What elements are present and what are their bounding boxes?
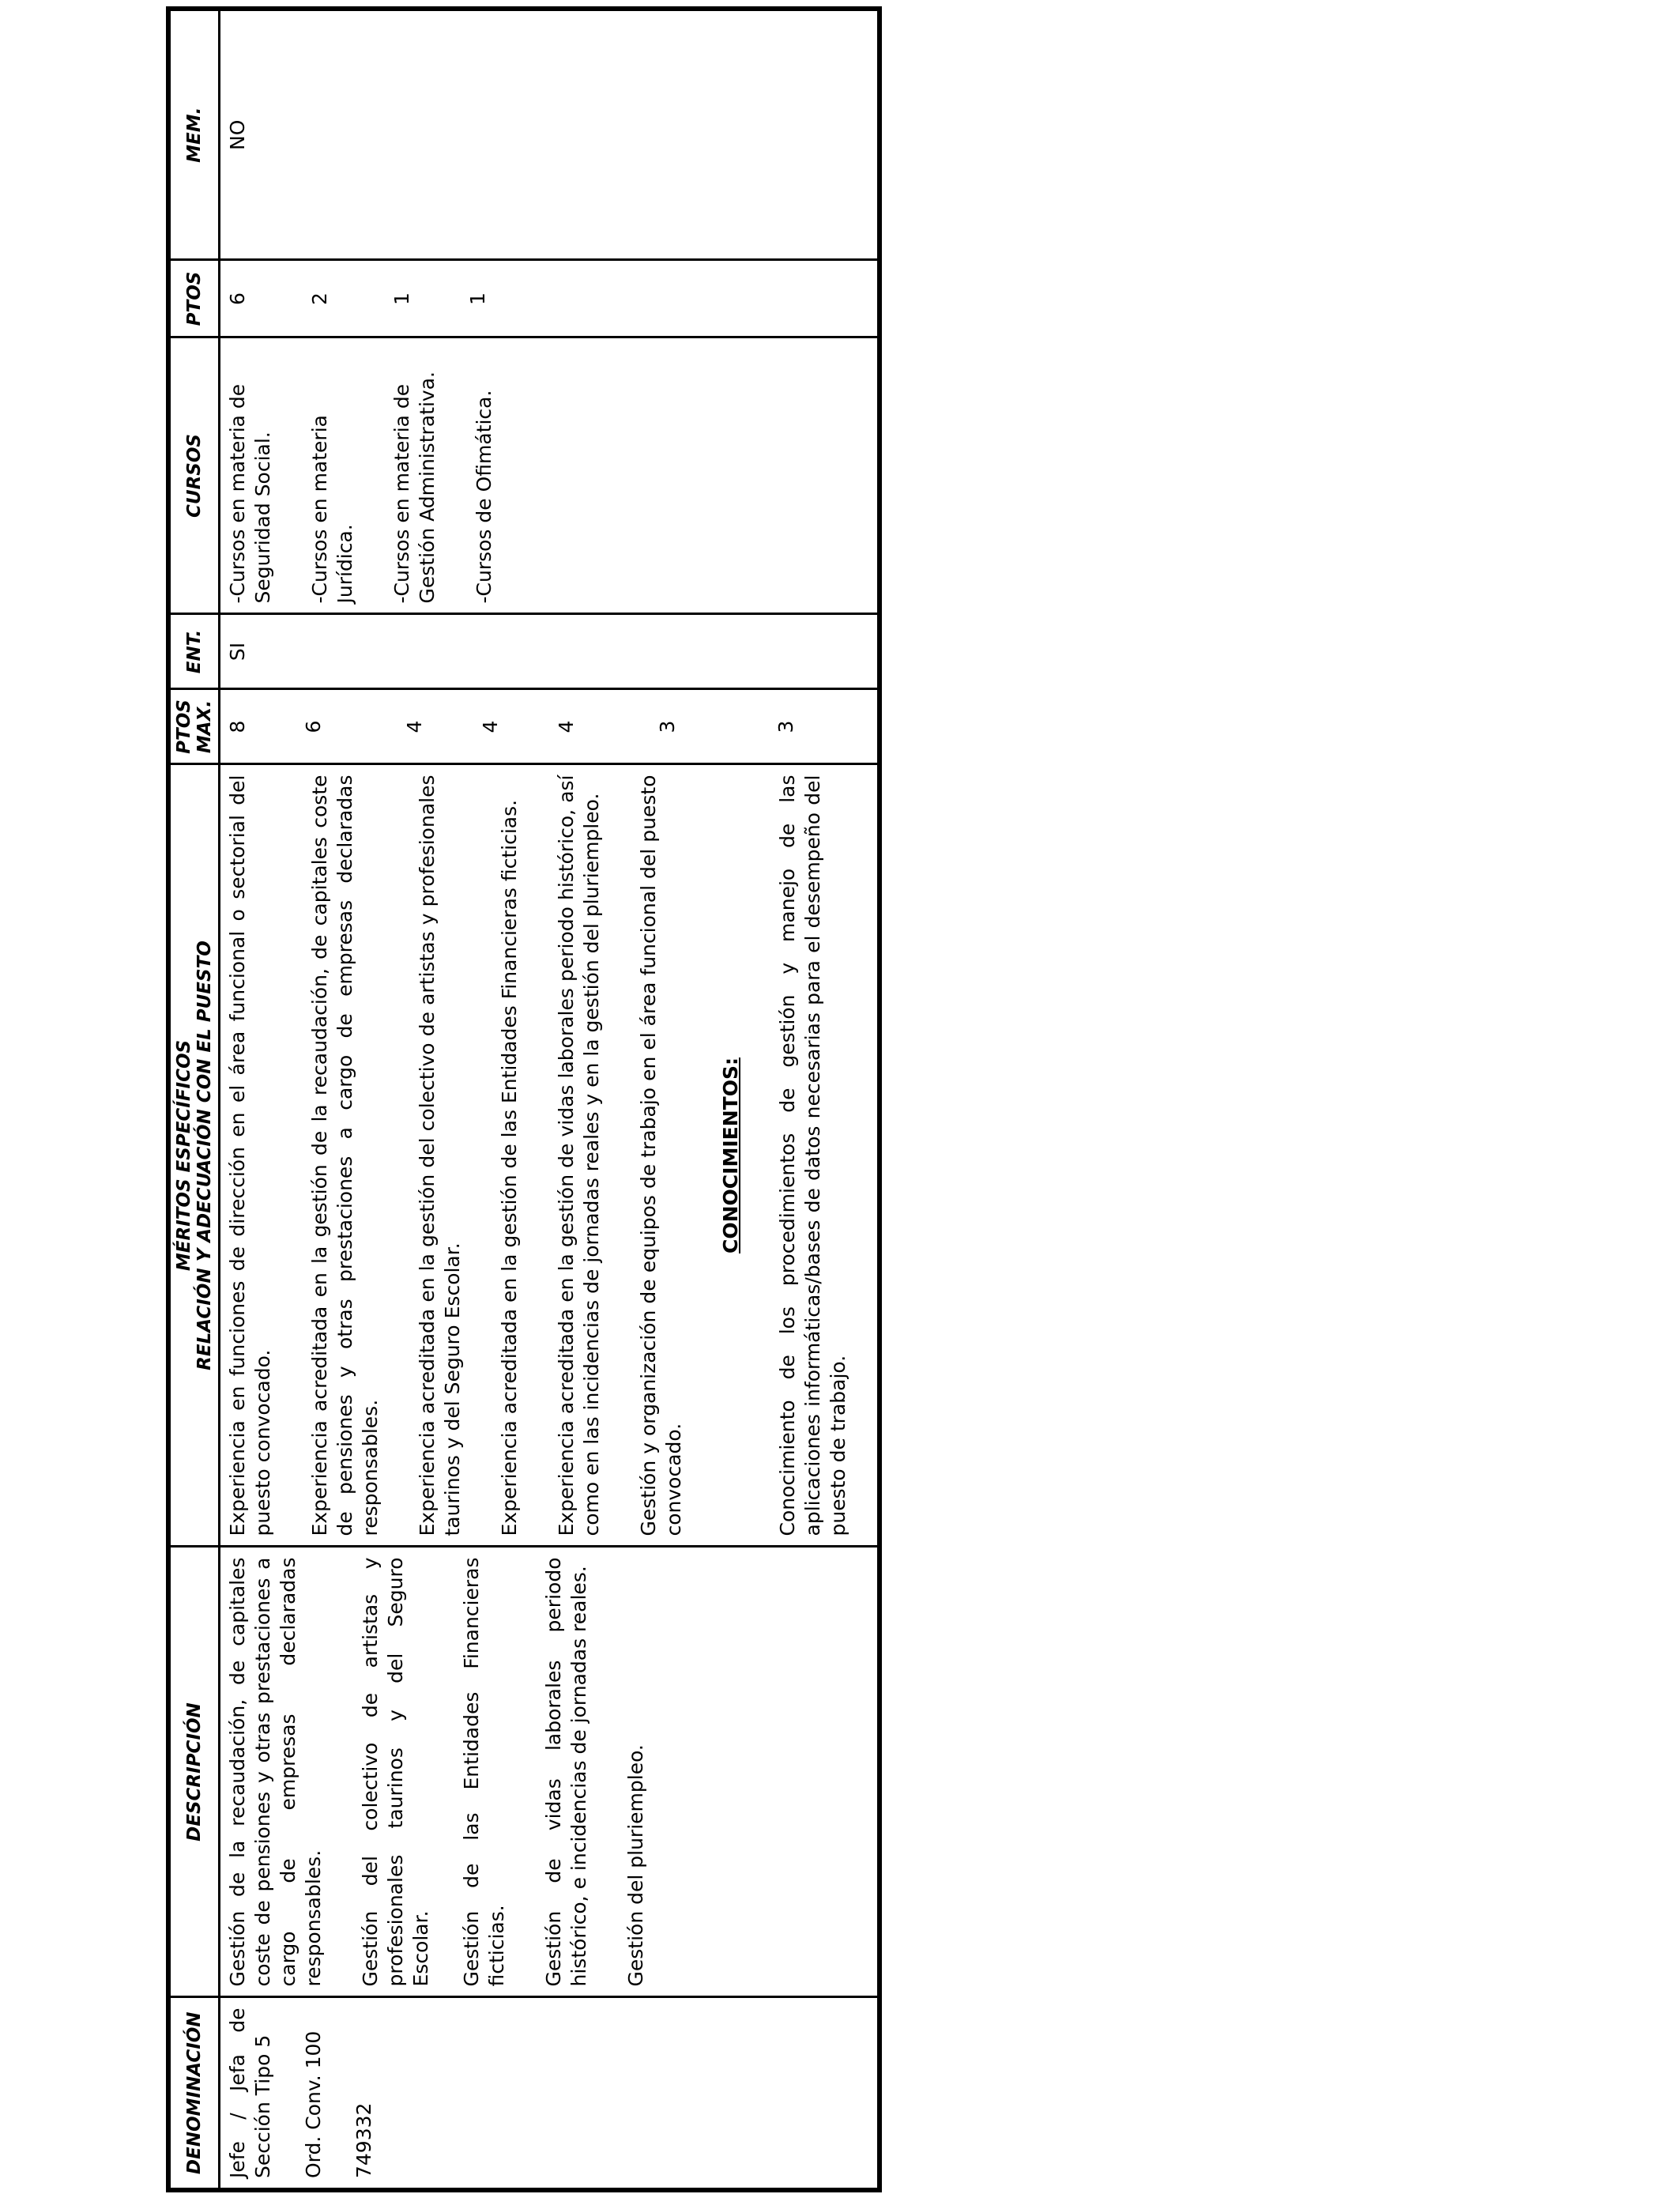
- curso-item: -Cursos en materia de Gestión Administrativa.: [390, 371, 439, 604]
- merito-item: Experiencia acreditada en la gestión de vidas laborales periodo histórico, así como en las incidencias de jornadas reales y en la gestión del pluriempleo.: [555, 775, 603, 1536]
- ptos-max-value: 3: [656, 720, 679, 733]
- ptos-max-value: 8: [226, 720, 249, 733]
- header-ent: ENT.: [168, 614, 220, 689]
- cell-meritos: [220, 764, 880, 1547]
- header-descripcion: DESCRIPCIÓN: [168, 1547, 220, 1997]
- descripcion-item: Gestión de vidas laborales periodo histórico, e incidencias de jornadas reales.: [542, 1557, 590, 1987]
- curso-item: -Cursos de Ofimática.: [473, 390, 495, 604]
- header-row: [168, 9, 220, 2190]
- merito-item: Experiencia acreditada en la gestión de la recaudación, de capitales coste de pensiones y otras prestaciones a cargo de empresas declaradas responsables.: [308, 775, 382, 1536]
- curso-ptos-value: 6: [226, 292, 249, 305]
- mem-value: NO: [226, 119, 249, 150]
- header-meritos-line2: RELACIÓN Y ADECUACIÓN CON EL PUESTO: [194, 941, 215, 1370]
- ent-value: SI: [226, 642, 249, 662]
- cell-cursos: [220, 337, 880, 614]
- job-table: [166, 6, 882, 2192]
- header-mem: MEM.: [168, 9, 220, 260]
- cell-mem: [220, 9, 880, 260]
- conocimientos-text: Conocimiento de los procedimientos de gestión y manejo de las aplicaciones informáticas/bases de datos necesarias para el desempeño del puesto de trabajo.: [776, 775, 849, 1536]
- cell-ent: [220, 614, 880, 689]
- merito-item: Experiencia en funciones de dirección en el área funcional o sectorial del puesto convocado.: [226, 775, 274, 1536]
- body-row: [220, 9, 880, 2190]
- header-ptos: PTOS: [168, 260, 220, 337]
- header-denominacion: DENOMINACIÓN: [168, 1997, 220, 2190]
- denominacion-conv: Ord. Conv. 100: [302, 2030, 325, 2178]
- ptos-max-value: 6: [302, 720, 325, 733]
- ptos-max-value: 4: [403, 720, 426, 733]
- cell-ptos-max: [220, 689, 880, 764]
- denominacion-code: 749332: [352, 2102, 375, 2178]
- denominacion-title: Jefe / Jefa de Sección Tipo 5: [226, 2007, 274, 2178]
- header-ptos-max-line1: PTOS: [174, 699, 194, 754]
- ptos-max-value: 4: [555, 720, 578, 733]
- header-cursos: CURSOS: [168, 337, 220, 614]
- descripcion-item: Gestión del pluriempleo.: [624, 1744, 647, 1987]
- merito-item: Experiencia acreditada en la gestión de las Entidades Financieras ficticias.: [498, 799, 521, 1536]
- merito-item: Experiencia acreditada en la gestión del colectivo de artistas y profesionales taurinos y del Seguro Escolar.: [416, 775, 464, 1536]
- merito-item: Gestión y organización de equipos de trabajo en el área funcional del puesto convocado.: [637, 775, 685, 1536]
- ptos-max-value: 4: [479, 720, 502, 733]
- curso-item: -Cursos en materia Jurídica.: [308, 415, 356, 604]
- header-ptos-max-line2: MAX.: [194, 699, 215, 754]
- header-meritos-line1: MÉRITOS ESPECÍFICOS: [174, 1039, 194, 1272]
- descripcion-item: Gestión de la recaudación, de capitales coste de pensiones y otras prestaciones a cargo de empresas declaradas responsables.: [226, 1557, 325, 1987]
- ptos-max-value: 3: [774, 720, 797, 733]
- curso-item: -Cursos en materia de Seguridad Social.: [226, 383, 274, 604]
- header-meritos: [168, 764, 220, 1547]
- header-ptos-max: [168, 689, 220, 764]
- curso-ptos-value: 1: [390, 292, 413, 305]
- cell-denominacion: [220, 1997, 880, 2190]
- rotated-page: [166, 11, 882, 2192]
- cell-descripcion: [220, 1547, 880, 1997]
- curso-ptos-value: 1: [466, 292, 489, 305]
- descripcion-item: Gestión de las Entidades Financieras ficticias.: [460, 1557, 508, 1987]
- conocimientos-heading: CONOCIMIENTOS:: [719, 1057, 742, 1253]
- cell-ptos: [220, 260, 880, 337]
- descripcion-item: Gestión del colectivo de artistas y profesionales taurinos y del Seguro Escolar.: [359, 1557, 432, 1987]
- curso-ptos-value: 2: [308, 292, 331, 305]
